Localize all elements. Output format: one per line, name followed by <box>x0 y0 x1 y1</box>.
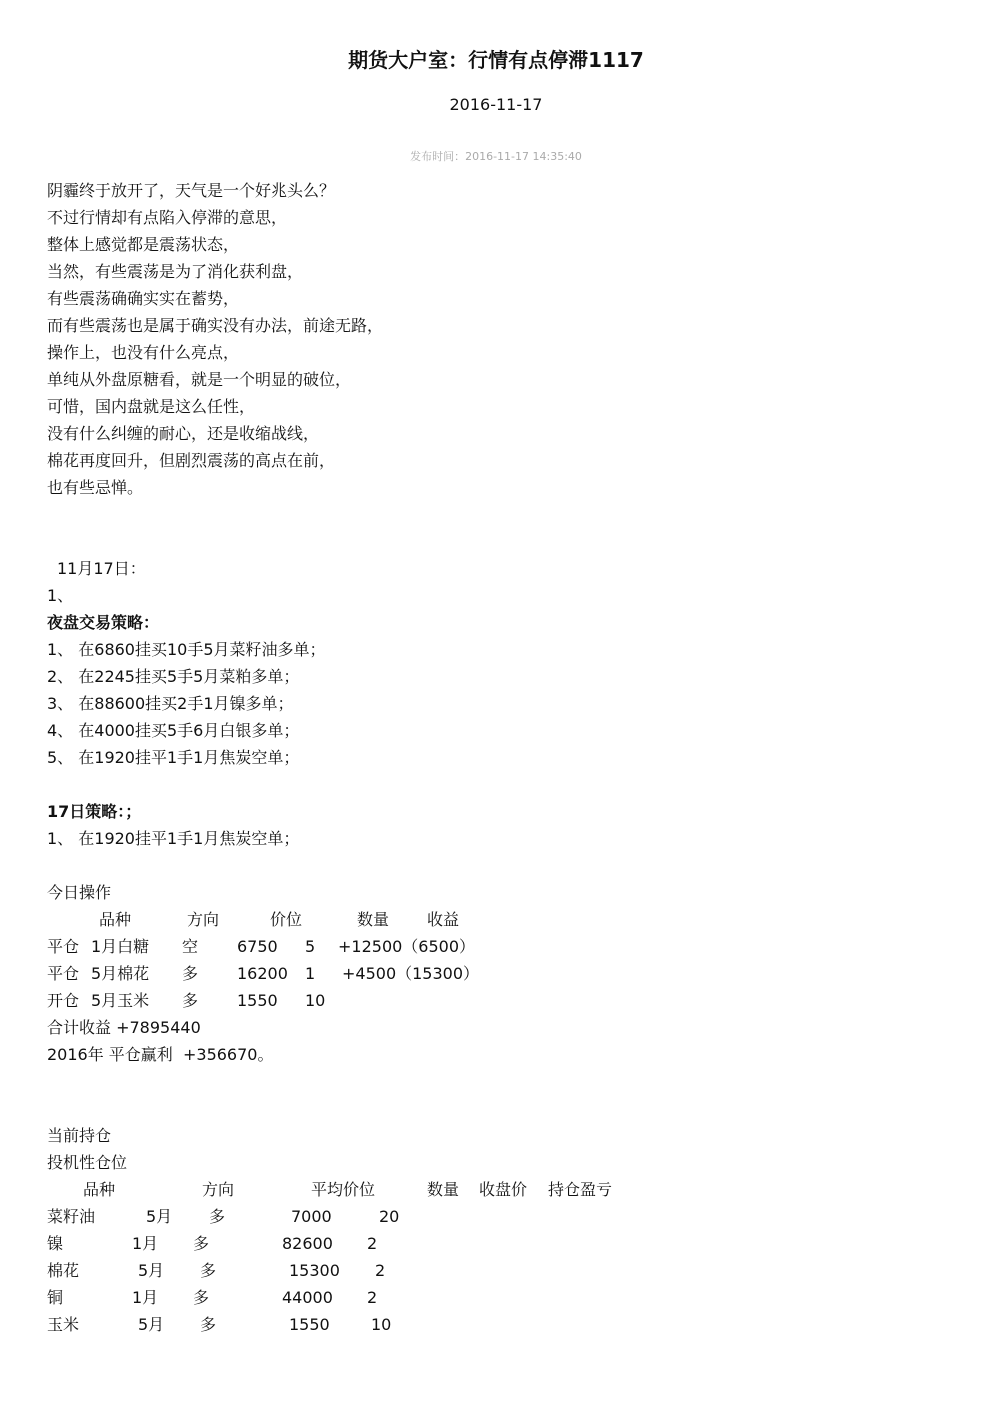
cell: 1550 <box>289 1315 330 1334</box>
cell: 5月玉米 <box>91 991 150 1010</box>
positions-heading: 当前持仓 <box>47 1126 112 1145</box>
article-title: 期货大户室：行情有点停滞1117 <box>348 48 644 72</box>
cell: 1月 <box>132 1234 159 1253</box>
night-strategy-item: 3、 在88600挂买2手1月镍多单； <box>47 694 294 713</box>
cell: 2 <box>367 1288 378 1307</box>
cell: 空 <box>182 937 199 956</box>
cell: 16200 <box>237 964 288 983</box>
night-strategy-item: 5、 在1920挂平1手1月焦炭空单； <box>47 748 300 767</box>
intro-line: 也有些忌惮。 <box>47 478 144 497</box>
intro-line: 阴霾终于放开了，天气是一个好兆头么？ <box>47 181 336 200</box>
cell: 多 <box>193 1234 210 1253</box>
table-row <box>47 1311 947 1338</box>
cell: 10 <box>371 1315 392 1334</box>
cell: 5月 <box>138 1261 165 1280</box>
night-strategy-heading: 夜盘交易策略： <box>47 613 160 632</box>
day-strategy-item: 1、 在1920挂平1手1月焦炭空单； <box>47 829 300 848</box>
cell: 多 <box>182 964 199 983</box>
col-header: 收益 <box>427 910 460 929</box>
cell: 棉花 <box>47 1261 80 1280</box>
cell: 10 <box>305 991 326 1010</box>
cell: 5 <box>305 937 316 956</box>
total-profit: 合计收益 +7895440 <box>47 1018 201 1037</box>
today-ops-header-row <box>47 906 947 933</box>
cell: 5月 <box>146 1207 173 1226</box>
positions-header-row <box>47 1176 947 1203</box>
intro-line: 而有些震荡也是属于确实没有办法，前途无路， <box>47 316 384 335</box>
col-header: 方向 <box>202 1180 235 1199</box>
day-strategy-text: 日策略：； <box>69 802 142 821</box>
table-row <box>47 1230 947 1257</box>
cell: 平仓 <box>47 937 80 956</box>
col-header: 品种 <box>83 1180 116 1199</box>
col-header: 平均价位 <box>311 1180 376 1199</box>
cell: 2 <box>375 1261 386 1280</box>
col-header: 方向 <box>187 910 220 929</box>
intro-line: 没有什么纠缠的耐心，还是收缩战线， <box>47 424 320 443</box>
cell: 镍 <box>47 1234 64 1253</box>
day-strategy-heading <box>47 798 947 825</box>
intro-line: 当然，有些震荡是为了消化获利盘， <box>47 262 304 281</box>
cell: 多 <box>193 1288 210 1307</box>
cell: 1月 <box>132 1288 159 1307</box>
cell: 20 <box>379 1207 400 1226</box>
table-row <box>47 933 947 960</box>
cell: 多 <box>200 1315 217 1334</box>
year-profit: 2016年 平仓赢利 +356670。 <box>47 1045 274 1064</box>
cell: 15300 <box>289 1261 340 1280</box>
night-strategy-item: 4、 在4000挂买5手6月白银多单； <box>47 721 300 740</box>
cell: 多 <box>209 1207 226 1226</box>
day-strategy-num: 17 <box>47 802 70 821</box>
cell: 平仓 <box>47 964 80 983</box>
cell: 1550 <box>237 991 278 1010</box>
night-strategy-item: 2、 在2245挂买5手5月菜粕多单； <box>47 667 300 686</box>
table-row <box>47 1284 947 1311</box>
positions-subheading: 投机性仓位 <box>47 1153 128 1172</box>
cell: 玉米 <box>47 1315 80 1334</box>
cell: 5月 <box>138 1315 165 1334</box>
cell: 6750 <box>237 937 278 956</box>
night-strategy-item: 1、 在6860挂买10手5月菜籽油多单； <box>47 640 326 659</box>
intro-line: 操作上，也没有什么亮点， <box>47 343 240 362</box>
col-header: 价位 <box>270 910 303 929</box>
article-date: 2016-11-17 <box>449 95 543 114</box>
strategy-date-heading: 11月17日： <box>57 559 146 578</box>
cell: 铜 <box>47 1288 64 1307</box>
col-header: 持仓盈亏 <box>548 1180 613 1199</box>
cell: 多 <box>182 991 199 1010</box>
intro-line: 棉花再度回升，但剧烈震荡的高点在前， <box>47 451 336 470</box>
today-ops-heading: 今日操作 <box>47 883 112 902</box>
strategy-item-one: 1、 <box>47 586 74 605</box>
table-row <box>47 960 947 987</box>
intro-line: 单纯从外盘原糖看，就是一个明显的破位， <box>47 370 352 389</box>
intro-line: 可惜，国内盘就是这么任性， <box>47 397 256 416</box>
col-header: 数量 <box>357 910 390 929</box>
article-body <box>47 177 947 1338</box>
table-row <box>47 1257 947 1284</box>
table-row <box>47 987 947 1014</box>
cell: 多 <box>200 1261 217 1280</box>
cell: 5月棉花 <box>91 964 150 983</box>
cell: 开仓 <box>47 991 80 1010</box>
intro-line: 有些震荡确确实实在蓄势， <box>47 289 240 308</box>
publish-time: 发布时间：2016-11-17 14:35:40 <box>410 150 582 163</box>
cell: 44000 <box>282 1288 333 1307</box>
intro-line: 整体上感觉都是震荡状态， <box>47 235 240 254</box>
intro-line: 不过行情却有点陷入停滞的意思， <box>47 208 288 227</box>
cell: 菜籽油 <box>47 1207 96 1226</box>
col-header: 收盘价 <box>479 1180 528 1199</box>
cell: +12500（6500） <box>338 937 476 956</box>
cell: 7000 <box>291 1207 332 1226</box>
cell: 1 <box>305 964 316 983</box>
cell: 1月白糖 <box>91 937 150 956</box>
col-header: 品种 <box>99 910 132 929</box>
cell: 2 <box>367 1234 378 1253</box>
table-row <box>47 1203 947 1230</box>
col-header: 数量 <box>427 1180 460 1199</box>
cell: 82600 <box>282 1234 333 1253</box>
cell: +4500（15300） <box>342 964 480 983</box>
